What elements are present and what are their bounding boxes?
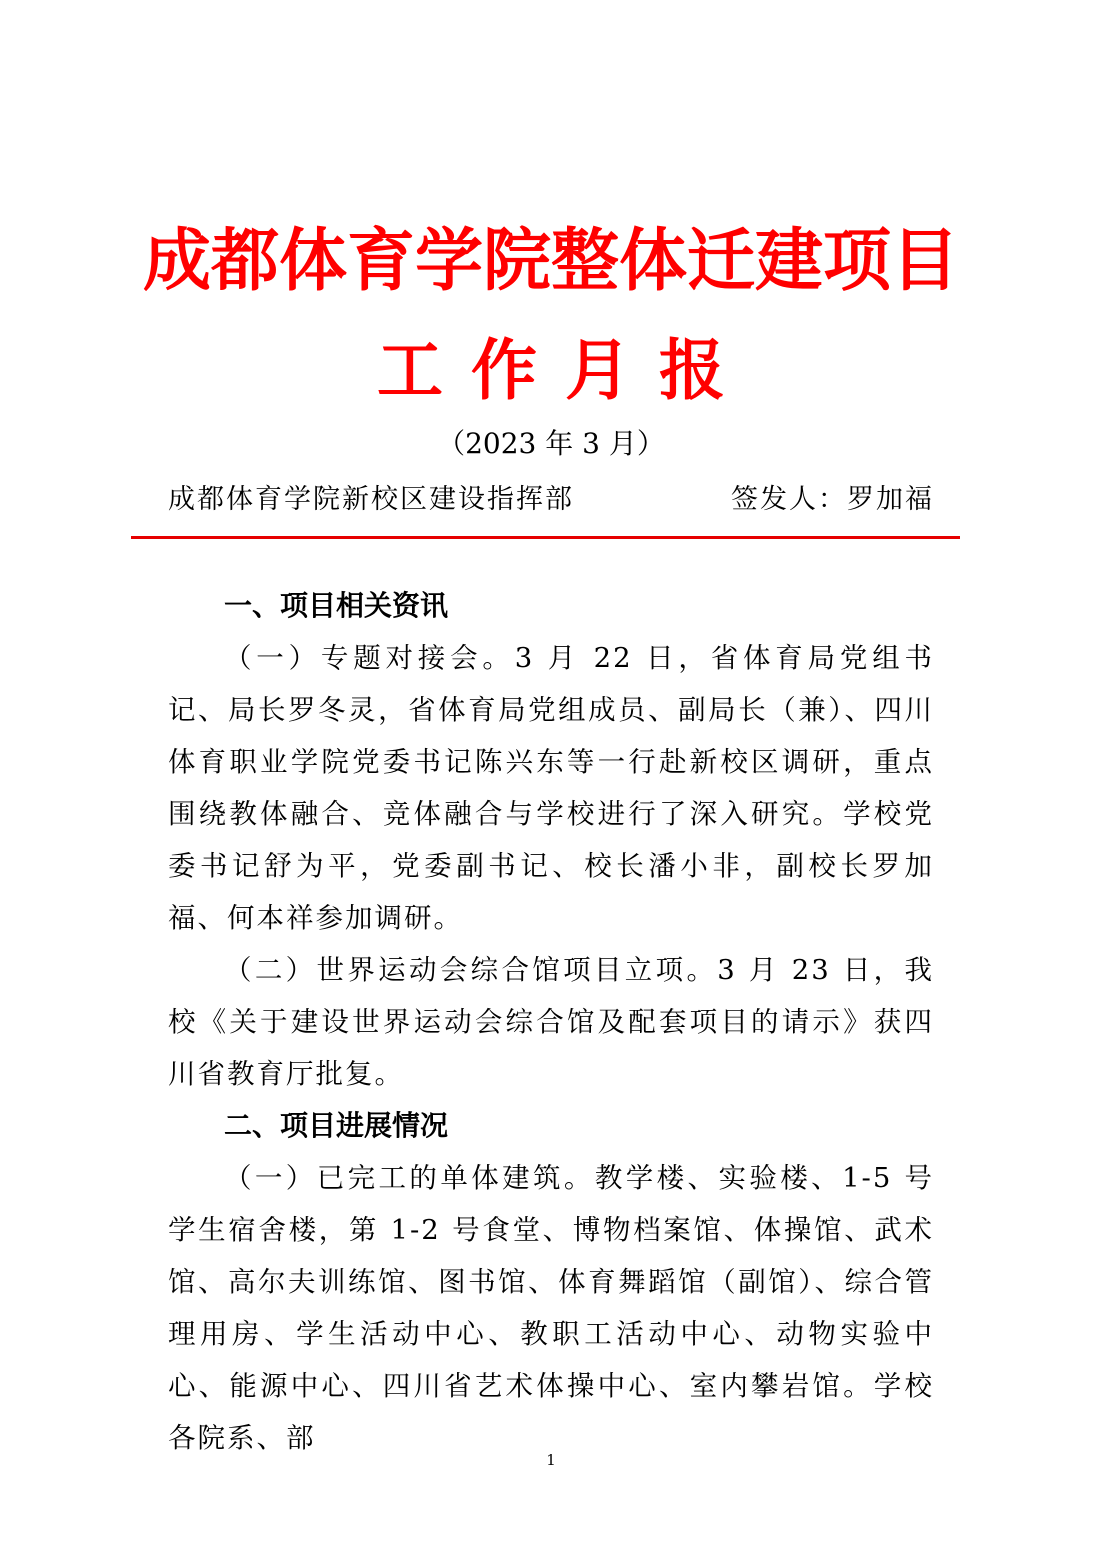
red-divider-rule bbox=[131, 536, 960, 539]
page-number: 1 bbox=[546, 1451, 556, 1469]
report-date: （2023 年 3 月） bbox=[437, 427, 665, 460]
document-subtitle: 工作月报 bbox=[377, 331, 753, 409]
section-1-paragraph-1: （一）专题对接会。3 月 22 日，省体育局党组书记、局长罗冬灵，省体育局党组成员、副局长（兼）、四川体育职业学院党委书记陈兴东等一行赴新校区调研，重点围绕教体融合、竞体融合与学校进行了深入研究。学校党委书记舒为平，党委副书记、校长潘小非，副校长罗加福、何本祥参加调研。 bbox=[168, 642, 934, 934]
section-heading-1: 一、项目相关资讯 bbox=[224, 589, 449, 622]
document-title: 成都体育学院整体迁建项目 bbox=[142, 222, 959, 301]
document-body bbox=[168, 580, 934, 1464]
issuer-row bbox=[168, 480, 934, 520]
issuer-organization: 成都体育学院新校区建设指挥部 bbox=[168, 484, 574, 515]
section-1-paragraph-2: （二）世界运动会综合馆项目立项。3 月 23 日，我校《关于建设世界运动会综合馆及配套项目的请示》获四川省教育厅批复。 bbox=[168, 954, 934, 1090]
section-heading-2: 二、项目进展情况 bbox=[224, 1109, 449, 1142]
issuer-signer: 签发人：罗加福 bbox=[731, 484, 934, 515]
section-2-paragraph-1: （一）已完工的单体建筑。教学楼、实验楼、1-5 号学生宿舍楼，第 1-2 号食堂、博物档案馆、体操馆、武术馆、高尔夫训练馆、图书馆、体育舞蹈馆（副馆）、综合管理用房、学生活动中心、教职工活动中心、动物实验中心、能源中心、四川省艺术体操中心、室内攀岩馆。学校各院系、部 bbox=[168, 1162, 934, 1454]
